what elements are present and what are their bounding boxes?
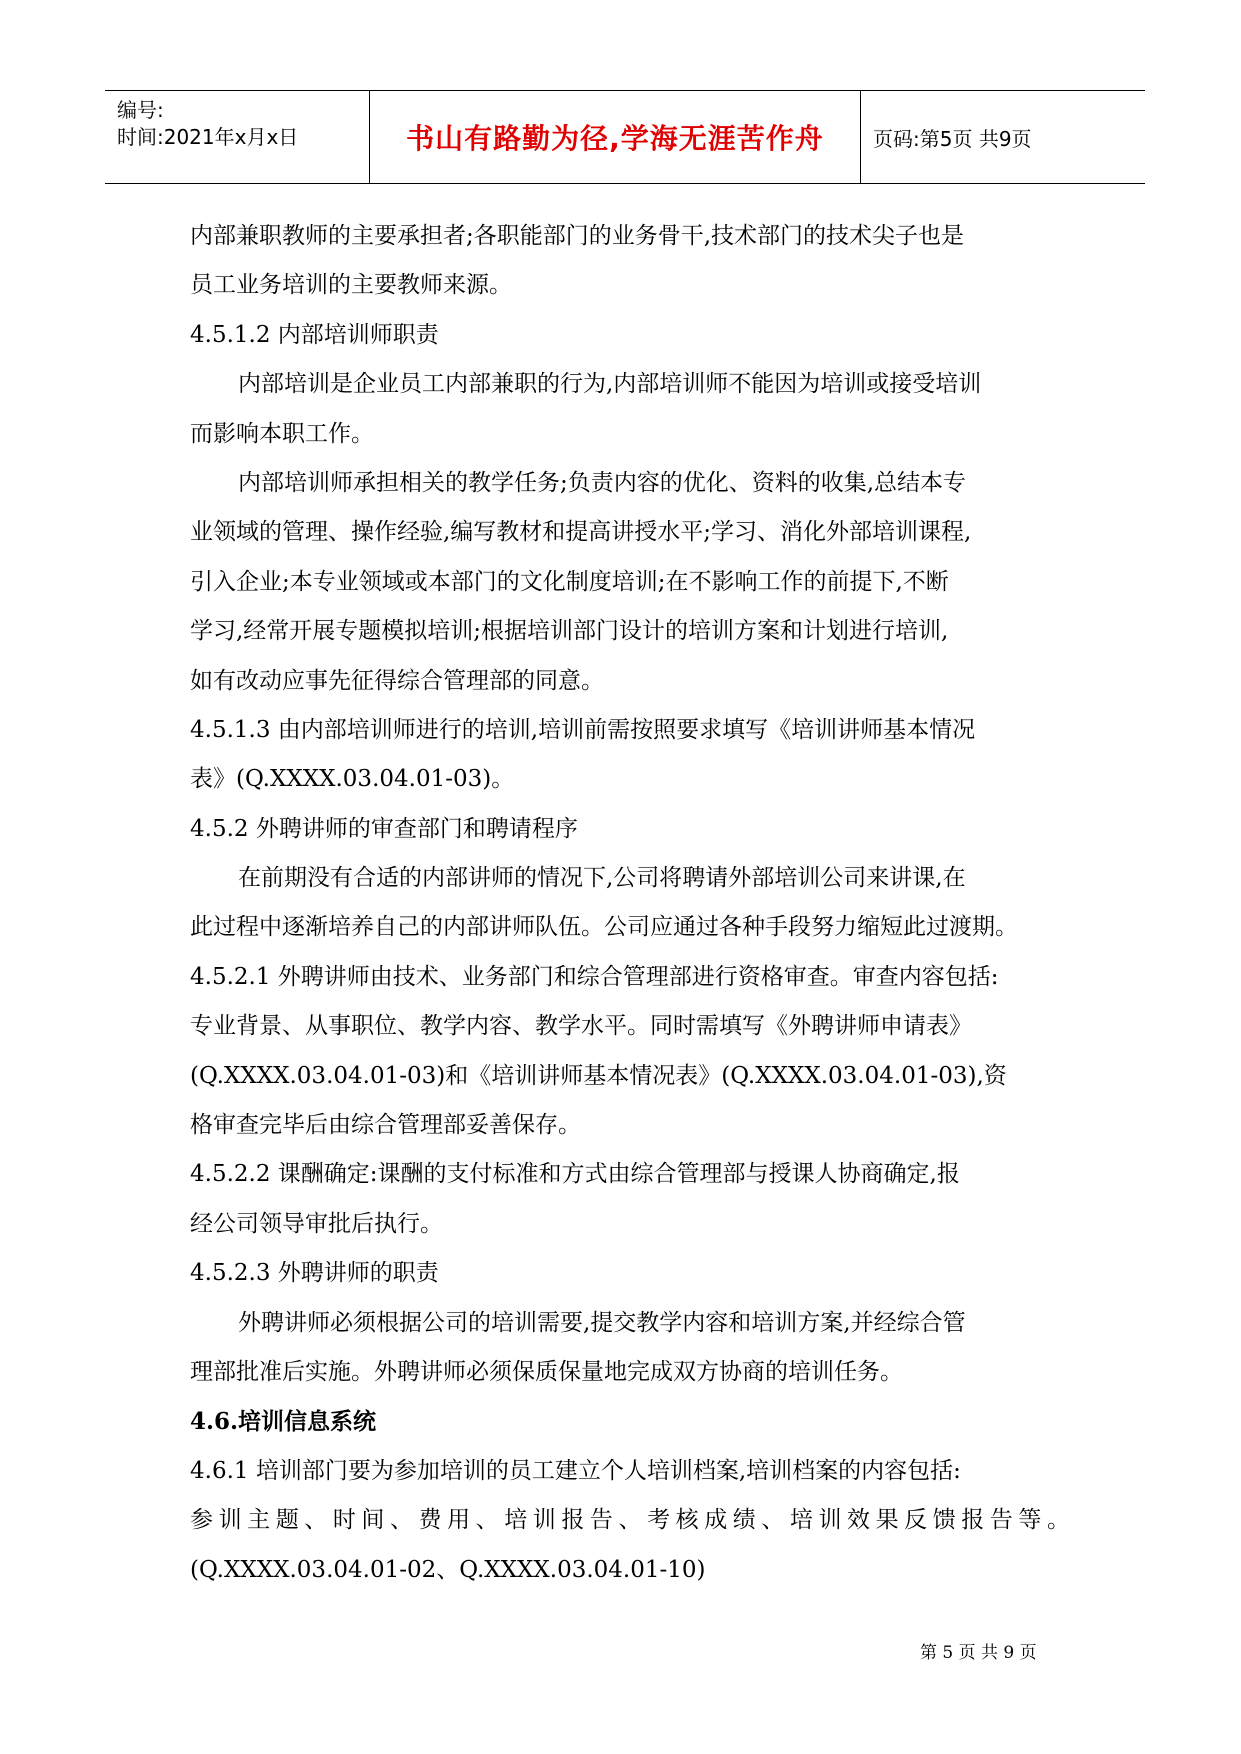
body-line: 学习,经常开展专题模拟培训;根据培训部门设计的培训方案和计划进行培训, — [190, 618, 949, 645]
body-line: 引入企业;本专业领域或本部门的文化制度培训;在不影响工作的前提下,不断 — [190, 568, 949, 595]
body-line: 4.5.2.1 外聘讲师由技术、业务部门和综合管理部进行资格审查。审查内容包括: — [190, 963, 999, 990]
body-line: 表》(Q.XXXX.03.04.01-03)。 — [190, 766, 515, 793]
body-line: 员工业务培训的主要教师来源。 — [190, 272, 512, 299]
body-line: 专业背景、从事职位、教学内容、教学水平。同时需填写《外聘讲师申请表》 — [190, 1013, 972, 1040]
header-page-cell — [861, 91, 1145, 183]
section-heading-bold: 4.6.培训信息系统 — [190, 1408, 377, 1436]
body-line: 如有改动应事先征得综合管理部的同意。 — [190, 667, 604, 694]
header-motto-cell — [370, 91, 861, 183]
section-heading: 4.5.1.2 内部培训师职责 — [190, 321, 439, 348]
body-line: 格审查完毕后由综合管理部妥善保存。 — [190, 1112, 581, 1139]
body-line: 内部培训是企业员工内部兼职的行为,内部培训师不能因为培训或接受培训 — [238, 371, 982, 398]
document-time-label: 时间:2021年x月x日 — [117, 125, 299, 149]
body-line: 内部培训师承担相关的教学任务;负责内容的优化、资料的收集,总结本专 — [238, 469, 967, 496]
body-line: 外聘讲师必须根据公司的培训需要,提交教学内容和培训方案,并经综合管 — [238, 1309, 966, 1336]
body-line: 而影响本职工作。 — [190, 420, 374, 447]
body-line: (Q.XXXX.03.04.01-03)和《培训讲师基本情况表》(Q.XXXX.03.04.01-03),资 — [190, 1062, 1007, 1089]
body-line: 经公司领导审批后执行。 — [190, 1210, 443, 1237]
body-line: 在前期没有合适的内部讲师的情况下,公司将聘请外部培训公司来讲课,在 — [238, 865, 966, 892]
body-line: 4.6.1 培训部门要为参加培训的员工建立个人培训档案,培训档案的内容包括: — [190, 1457, 961, 1484]
header-info-cell — [105, 91, 370, 183]
body-line: 理部批准后实施。外聘讲师必须保质保量地完成双方协商的培训任务。 — [190, 1358, 903, 1385]
body-line: 4.5.1.3 由内部培训师进行的培训,培训前需按照要求填写《培训讲师基本情况 — [190, 716, 976, 743]
body-line: 此过程中逐渐培养自己的内部讲师队伍。公司应通过各种手段努力缩短此过渡期。 — [190, 914, 1018, 941]
document-body — [190, 212, 1070, 1595]
page-header — [105, 90, 1145, 184]
document-number-label: 编号: — [117, 98, 164, 122]
body-line: 业领域的管理、操作经验,编写教材和提高讲授水平;学习、消化外部培训课程, — [190, 519, 972, 546]
body-line: (Q.XXXX.03.04.01-02、Q.XXXX.03.04.01-10) — [190, 1556, 706, 1583]
body-line: 参训主题、时间、费用、培训报告、考核成绩、培训效果反馈报告等。 — [190, 1507, 1070, 1534]
section-heading: 4.5.2.3 外聘讲师的职责 — [190, 1260, 439, 1287]
header-page-number: 页码:第5页 共9页 — [873, 126, 1032, 151]
body-line: 4.5.2.2 课酬确定:课酬的支付标准和方式由综合管理部与授课人协商确定,报 — [190, 1161, 960, 1188]
page-footer: 第 5 页 共 9 页 — [920, 1643, 1037, 1663]
body-line: 内部兼职教师的主要承担者;各职能部门的业务骨干,技术部门的技术尖子也是 — [190, 223, 965, 249]
section-heading: 4.5.2 外聘讲师的审查部门和聘请程序 — [190, 815, 578, 842]
header-motto: 书山有路勤为径,学海无涯苦作舟 — [406, 122, 824, 155]
